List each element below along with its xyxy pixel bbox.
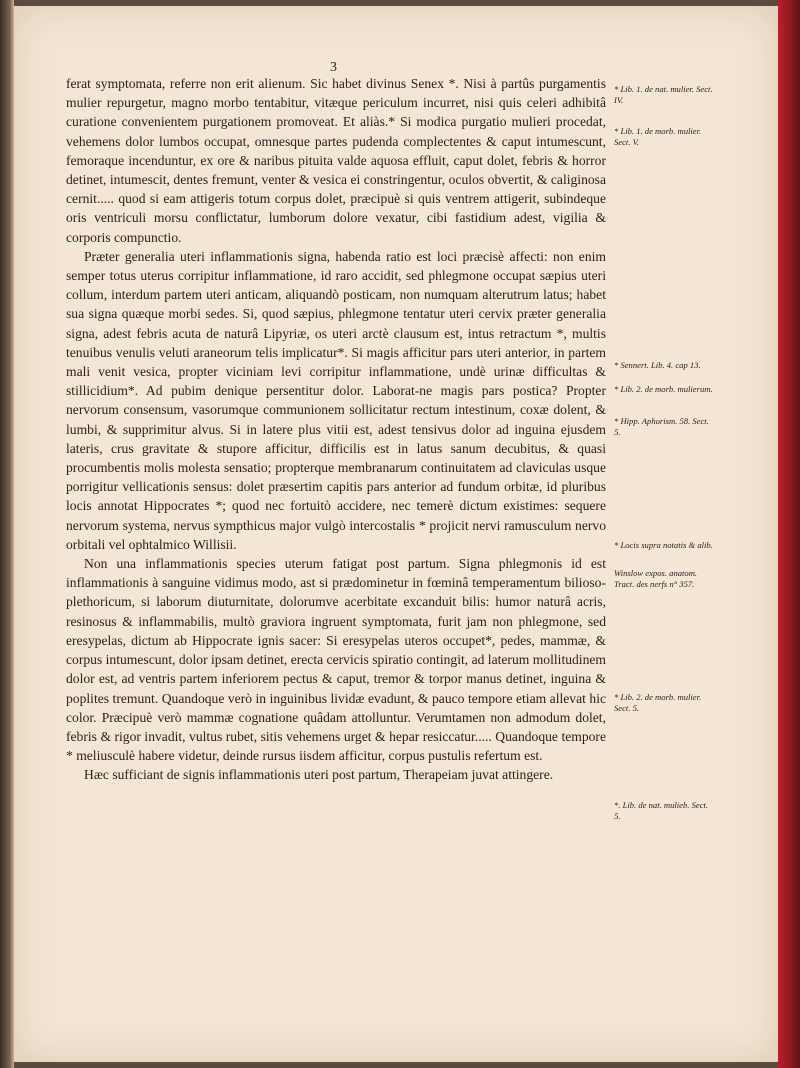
margin-note-2: * Lib. 1. de morb. mulier. Sect. V. <box>614 126 702 147</box>
paragraph-3: Non una inflammationis species uterum fatigat post partum. Signa phlegmonis id est inflammationis à sanguine vidimus modo, ast si prædominetur in fœminâ temperamentum bilioso-plethoricum, si laborum diuturnitate, dolorumve acerbitate excanduit bilis: humor naturâ acris, resinosus & inflammabilis, multò graviora ingruent symptomata, furit jam non phlegmone, sed eresypelas, dictum ab Hippocrate ignis sacer: Si eresypelas uteros occupet*, pedes, mammæ, & corpus intumescunt, dolor ipsam detinet, erecta cervicis spiratio contingit, ad laterum mollitudinem dolor est, ad ventris partem inferiorem pectus & caput, tremor & torpor manus detinet, inguina & poplites tremunt. Quandoque verò in inguinibus lividæ evadunt, & pauco tempore etiam allevat hic color. Præcipuè verò mammæ cognatione quâdam attolluntur. Verumtamen non admodum dolet, febris & rigor invadit, vultus rubet, sitis vehemens urget & hepar resiccatur..... Quandoque tempore * meliusculè habere videtur, deinde rursus iisdem afficitur, corpus pustulis refertum est. <box>66 556 606 764</box>
margin-note-9: *. Lib. de nat. mulieb. Sect. 5. <box>614 800 709 821</box>
paragraph-4: Hæc sufficiant de signis inflammationis uteri post partum, Therapeiam juvat attingere. <box>84 767 554 783</box>
book-spine-shadow <box>0 0 14 1068</box>
page-edge <box>778 0 800 1068</box>
margin-note-1: * Lib. 1. de nat. mulier. Sect. IV. <box>614 84 713 105</box>
page-number: 3 <box>330 60 337 75</box>
margin-note-7: Winslow expos. anatom. Tract. des nerfs n° 357. <box>614 568 698 589</box>
margin-note-4: * Lib. 2. de morb. mulierum. <box>614 384 713 394</box>
margin-note-6: * Locis supra notatis & alib. <box>614 540 713 550</box>
margin-note-8: * Lib. 2. de morb. mulier. Sect. 5. <box>614 692 702 713</box>
paragraph-2: Præter generalia uteri inflammationis signa, habenda ratio est loci præcisè affecti: non enim semper totus uterus corripitur inflammatione, id raro accidit, sed phlegmone occupat sæpius uteri collum, interdum partem uteri anticam, aliquandò posticam, non numquam alterutrum latus; habet sua signa quæque morbi sedes. Si, quod sæpius, phlegmone tentatur uteri cervix præter generalia signa, adest febris acuta de naturâ Lipyriæ, os uteri arctè clausum est, intus retractum *, multis tenuibus venulis veluti araneorum telis implicatur*. Si magis afficitur pars uteri anterior, in partem mali venit vesica, propter viciniam levi corripitur inflammatione, undè urinæ difficultas & stillicidium*. Ad pubim denique persentitur dolor. Laborat-ne magis pars postica? Propter nervorum consensum, vasorumque communionem sollicitatur rectum intestinum, coxæ dolent, & lumbi, & supprimitur alvus. Si in latere plus vitii est, adest tensivus dolor ad inguina ejusdem lateris, crus gravitate & stupore afficitur, difficilis est in latus sanum decubitus, & quasi procumbentis molis molesta sensatio; propterque membranarum continuitatem ad claviculas usque porrigitur vellicationis sensus: dolet præsertim capitis pars anterior ad fundum orbitæ, id pluribus locis annotat Hippocrates *; quod nec fortuitò accidere, nec temerè dictum existimes: sequere nervorum systema, nervus sympthicus major vulgò intercostalis * projicit nervi ramusculum nervo orbitali vel ophtalmico Willisii. <box>66 248 606 552</box>
margin-note-3: * Sennert. Lib. 4. cap 13. <box>614 360 701 370</box>
margin-note-5: * Hipp. Aphorism. 58. Sect. 5. <box>614 416 709 437</box>
paragraph-1: ferat symptomata, referre non erit alienum. Sic habet divinus Senex *. Nisi à partûs purgamentis mulier repurgetur, magno morbo tentabitur, vitæque periculum incurret, nisi quis celeri adhibitâ curatione convenientem purgationem promoveat. Et aliàs.* Si modica purgatio mulieri procedat, vehemens dolor lumbos occupat, omnesque partes pudenda complectentes & caput intumescunt, femoraque incenduntur, ex ore & naribus pituita valde aquosa effluit, caput dolet, febris & horror detinet, intumescit, dentes fremunt, venter & vesica ei constringentur, oculos obvertit, & caliginosa cernit..... quod si eam attigeris totum corpus dolet, præcipuè si quis ventrem attigerit, subindeque oris ventriculi morsu conflictatur, lumborum dolore vexatur, cibi fastidium adest, vigilia & corporis compunctio. <box>66 76 606 245</box>
main-text <box>66 74 606 785</box>
